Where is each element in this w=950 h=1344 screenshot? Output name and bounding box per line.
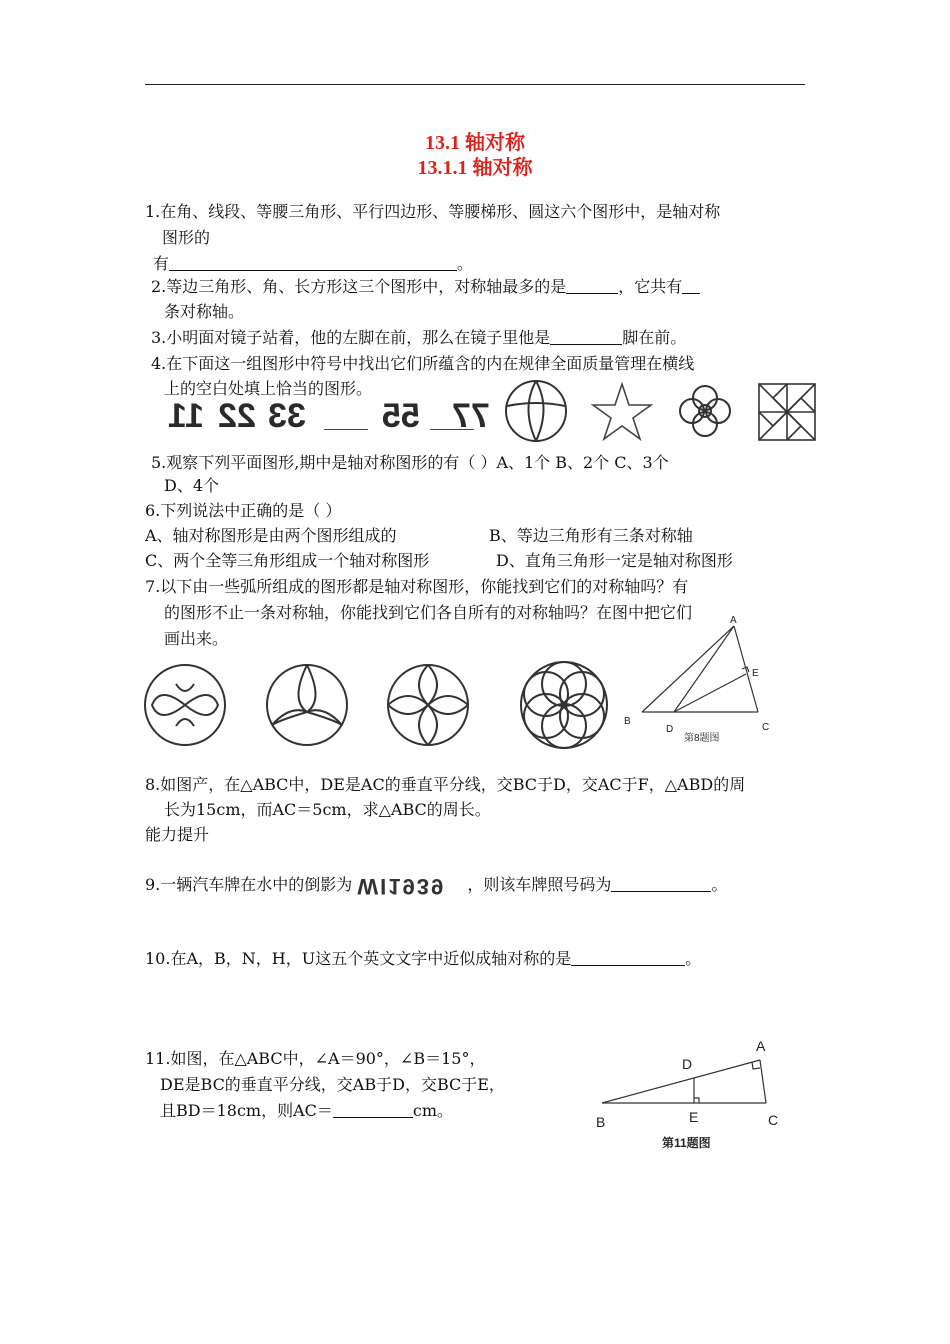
sequence-item-4: 55 — [382, 397, 420, 435]
q10-blank[interactable] — [571, 947, 685, 966]
q3-blank[interactable] — [550, 326, 622, 345]
q1-line1: 1.在角、线段、等腰三角形、平行四边形、等腰梯形、圆这六个图形中，是轴对称 — [145, 202, 721, 221]
figure-circle-arcs — [506, 381, 566, 441]
label-e: E — [689, 1109, 699, 1125]
q1-line2: 图形的 — [162, 228, 211, 247]
arc-figure-4 — [521, 662, 607, 748]
label-b: B — [596, 1114, 606, 1130]
label-a: A — [730, 615, 737, 626]
label-c: C — [768, 1112, 779, 1128]
subsection-title: 13.1.1 轴对称 — [417, 157, 533, 179]
q5-line1: 5.观察下列平面图形,期中是轴对称图形的有（ ）A、1个 B、2个 C、3个 — [151, 453, 669, 472]
q4-line2: 上的空白处填上恰当的图形。 — [164, 379, 373, 398]
q7-line2: 的图形不止一条对称轴，你能找到它们各自所有的对称轴吗？在图中把它们 — [164, 603, 693, 622]
q7-line3: 画出来。 — [164, 629, 229, 648]
sequence-item-1: 11 — [168, 397, 204, 435]
figure-four-leaf-flower — [680, 386, 730, 436]
section-heading-ability: 能力提升 — [145, 825, 210, 844]
figure-11-caption: 第11题图 — [662, 1136, 711, 1150]
figure-8-triangle — [618, 612, 783, 746]
q10-line: 10.在A，B，N，H，U这五个英文文字中近似成轴对称的是 。 — [145, 949, 702, 968]
q7-line1: 7.以下由一些弧所组成的图形都是轴对称图形，你能找到它们的对称轴吗？有 — [145, 577, 689, 596]
q11-line3: 且BD＝18cm，则AC＝ cm。 — [160, 1101, 454, 1120]
top-rule — [145, 84, 805, 85]
figure-star — [593, 384, 651, 439]
label-d: D — [682, 1056, 693, 1072]
figure-8-caption: 第8题图 — [684, 733, 720, 744]
label-e: E — [752, 668, 759, 679]
q1-line3: 有 。 — [153, 254, 474, 273]
q2-line1: 2.等边三角形、角、长方形这三个图形中，对称轴最多的是 ，它共有 — [151, 274, 700, 300]
q9-blank[interactable] — [611, 873, 711, 892]
arc-figure-3 — [388, 665, 468, 745]
reflected-license-plate: WI1939 — [357, 874, 446, 899]
arc-figure-2 — [267, 665, 347, 745]
q2-line2: 条对称轴。 — [164, 302, 245, 321]
q9-line: 9.一辆汽车牌在水中的倒影为 WI1939 ，则该车牌照号码为 。 — [145, 874, 728, 899]
arc-figure-1 — [145, 665, 225, 745]
sequence-blank-1[interactable] — [324, 429, 368, 430]
q3-line: 3.小明面对镜子站着，他的左脚在前，那么在镜子里他是 脚在前。 — [151, 328, 687, 347]
section-title: 13.1 轴对称 — [425, 132, 525, 154]
q11-line2: DE是BC的垂直平分线，交AB于D，交BC于E， — [160, 1075, 505, 1094]
q8-line2: 长为15cm，而AC＝5cm，求△ABC的周长。 — [164, 800, 491, 819]
q7-arc-figures — [140, 660, 620, 752]
figure-pinwheel — [759, 384, 815, 440]
q6-option-d[interactable]: D、直角三角形一定是轴对称图形 — [496, 551, 733, 570]
q6-option-c[interactable]: C、两个全等三角形组成一个轴对称图形 — [145, 551, 430, 570]
figure-11-triangle — [590, 1036, 800, 1156]
mirror-symbol-sequence — [168, 397, 498, 441]
label-b: B — [624, 716, 631, 727]
q11-line1: 11.如图，在△ABC中，∠A＝90°，∠B＝15°， — [145, 1049, 486, 1068]
q5-line2: D、4个 — [164, 476, 220, 495]
q8-line1: 8.如图产，在△ABC中，DE是AC的垂直平分线，交BC于D，交AC于F，△ABD的周 — [145, 775, 746, 794]
q2-blank-1[interactable] — [566, 275, 618, 294]
q6-stem: 6.下列说法中正确的是（ ） — [145, 501, 342, 520]
q2-blank-2[interactable] — [682, 275, 700, 294]
sequence-item-2: 22 — [218, 397, 256, 435]
sequence-item-5: 77 — [452, 397, 490, 435]
q6-option-a[interactable]: A、轴对称图形是由两个图形组成的 — [145, 526, 397, 545]
q6-option-b[interactable]: B、等边三角形有三条对称轴 — [489, 526, 693, 545]
label-d: D — [666, 724, 674, 735]
sequence-item-3: 33 — [268, 397, 306, 435]
q1-answer-blank[interactable] — [169, 252, 457, 271]
q11-blank[interactable] — [333, 1099, 413, 1118]
q5-figures — [503, 378, 819, 444]
q4-line1: 4.在下面这一组图形中符号中找出它们所蕴含的内在规律全面质量管理在横线 — [151, 354, 695, 373]
label-a: A — [756, 1038, 766, 1054]
label-c: C — [762, 722, 770, 733]
